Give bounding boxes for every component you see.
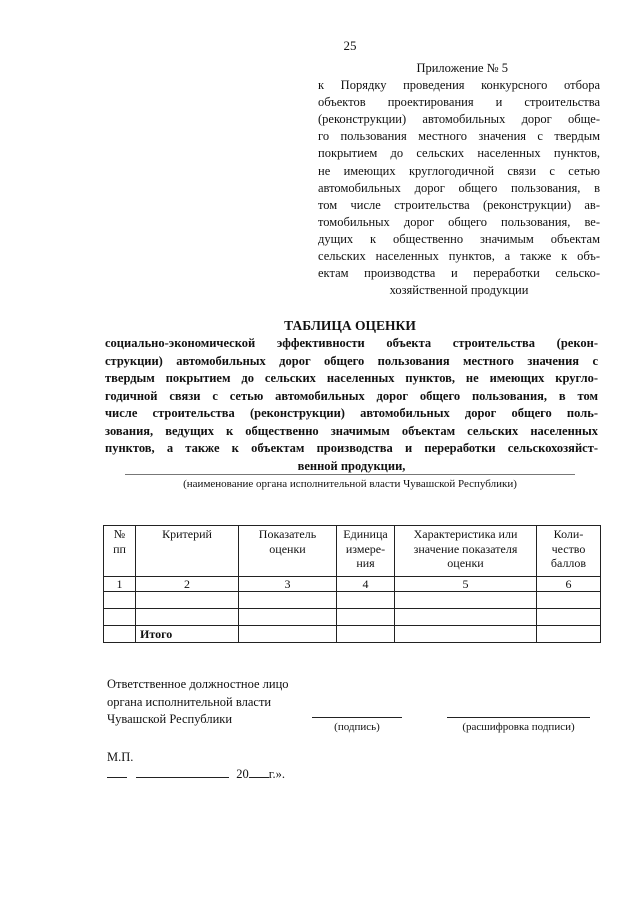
subtitle-line: струкции) автомобильных дорог общего пользования местного значения с — [105, 353, 598, 368]
document-title: ТАБЛИЦА ОЦЕНКИ — [284, 318, 416, 333]
table-cell — [337, 592, 395, 609]
header-cell: № пп — [104, 526, 136, 577]
subtitle-line: социально-экономической эффективности объекта строительства (рекон- — [105, 336, 598, 350]
org-name-caption: (наименование органа исполнительной власти Чувашской Республики) — [183, 478, 517, 490]
appendix-text — [318, 77, 600, 299]
org-name-fill-line — [125, 474, 575, 475]
subtitle-line: пунктов, а также к объектам производства и переработки сельскохозяйст- — [105, 441, 598, 455]
signature-caption: (подпись) — [334, 721, 380, 733]
table-cell — [136, 592, 239, 609]
appendix-line: ектам производства и переработки сельско- — [318, 266, 600, 281]
table-cell — [104, 609, 136, 626]
header-cell: Характеристика или значение показателя оценки — [395, 526, 537, 577]
appendix-line: автомобильных дорог общего пользования, в — [318, 180, 600, 195]
header-cell: Единица измере- ния — [337, 526, 395, 577]
table-cell — [337, 609, 395, 626]
appendix-line: хозяйственной продукции — [389, 283, 529, 298]
table-cell — [537, 592, 601, 609]
year-prefix: 20 — [236, 767, 249, 781]
stamp-label: М.П. — [107, 750, 134, 764]
number-cell: 6 — [537, 577, 601, 592]
table-cell — [239, 592, 337, 609]
appendix-line: томобильных дорог общего пользования, ве- — [318, 214, 600, 229]
subtitle-line: числе строительства (реконструкции) автомобильных дорог общего поль- — [105, 406, 598, 420]
signature-fill-line — [312, 717, 402, 718]
table-cell — [395, 592, 537, 609]
table-cell — [395, 609, 537, 626]
table-cell — [104, 626, 136, 643]
table-cell — [239, 609, 337, 626]
table-cell — [239, 626, 337, 643]
table-cell — [537, 626, 601, 643]
appendix-line: к Порядку проведения конкурсного отбора — [318, 78, 600, 93]
document-subtitle — [105, 335, 598, 475]
subtitle-line: твердым покрытием до сельских населенных пунктов, не имеющих кругло- — [105, 371, 598, 385]
table-cell — [104, 592, 136, 609]
table-row — [104, 592, 601, 609]
appendix-line: покрытием до сельских населенных пунктов, — [318, 146, 600, 161]
day-fill-line — [107, 766, 127, 778]
subtitle-line: годичной связи с сетью автомобильных дорог общего пользования, в том — [105, 388, 598, 403]
date-line — [107, 766, 285, 782]
official-line: Чувашской Республики — [107, 712, 233, 726]
table-cell — [337, 626, 395, 643]
score-table — [103, 525, 601, 643]
signature-decoding-fill-line — [447, 717, 590, 718]
appendix-line: сельских населенных пунктов, а также к объ- — [318, 249, 600, 264]
signature-decoding-caption: (расшифровка подписи) — [462, 721, 575, 733]
page-number: 25 — [343, 38, 357, 53]
appendix-line: объектов проектирования и строительства — [318, 95, 600, 110]
table-cell — [395, 626, 537, 643]
appendix-line: (реконструкции) автомобильных дорог обще- — [318, 112, 600, 127]
header-cell: Показатель оценки — [239, 526, 337, 577]
table-header-row — [104, 526, 601, 577]
number-cell: 5 — [395, 577, 537, 592]
appendix-line: дущих к общественно значимым объектам — [318, 231, 600, 246]
number-cell: 4 — [337, 577, 395, 592]
appendix-title: Приложение № 5 — [416, 61, 508, 75]
table-row — [104, 609, 601, 626]
appendix-line: том числе строительства (реконструкции) ав- — [318, 197, 600, 212]
table-cell — [537, 609, 601, 626]
table-number-row — [104, 577, 601, 592]
appendix-line: не имеющих круглогодичной связи с сетью — [318, 163, 600, 178]
header-cell: Коли- чество баллов — [537, 526, 601, 577]
appendix-line: го пользования местного значения с твердым — [318, 129, 600, 144]
month-fill-line — [136, 766, 229, 778]
total-label: Итого — [136, 626, 239, 643]
subtitle-line: венной продукции, — [297, 458, 406, 473]
header-cell: Критерий — [136, 526, 239, 577]
number-cell: 2 — [136, 577, 239, 592]
official-line: органа исполнительной власти — [107, 694, 272, 709]
table-cell — [136, 609, 239, 626]
date-suffix: г.». — [268, 767, 285, 781]
number-cell: 3 — [239, 577, 337, 592]
year-fill-line — [249, 766, 269, 778]
official-line: Ответственное должностное лицо — [107, 677, 289, 691]
subtitle-line: зования, ведущих к общественно значимым объектам сельских населенных — [105, 423, 598, 438]
responsible-official-block — [107, 676, 289, 729]
appendix-header — [318, 60, 600, 299]
table-total-row — [104, 626, 601, 643]
number-cell: 1 — [104, 577, 136, 592]
